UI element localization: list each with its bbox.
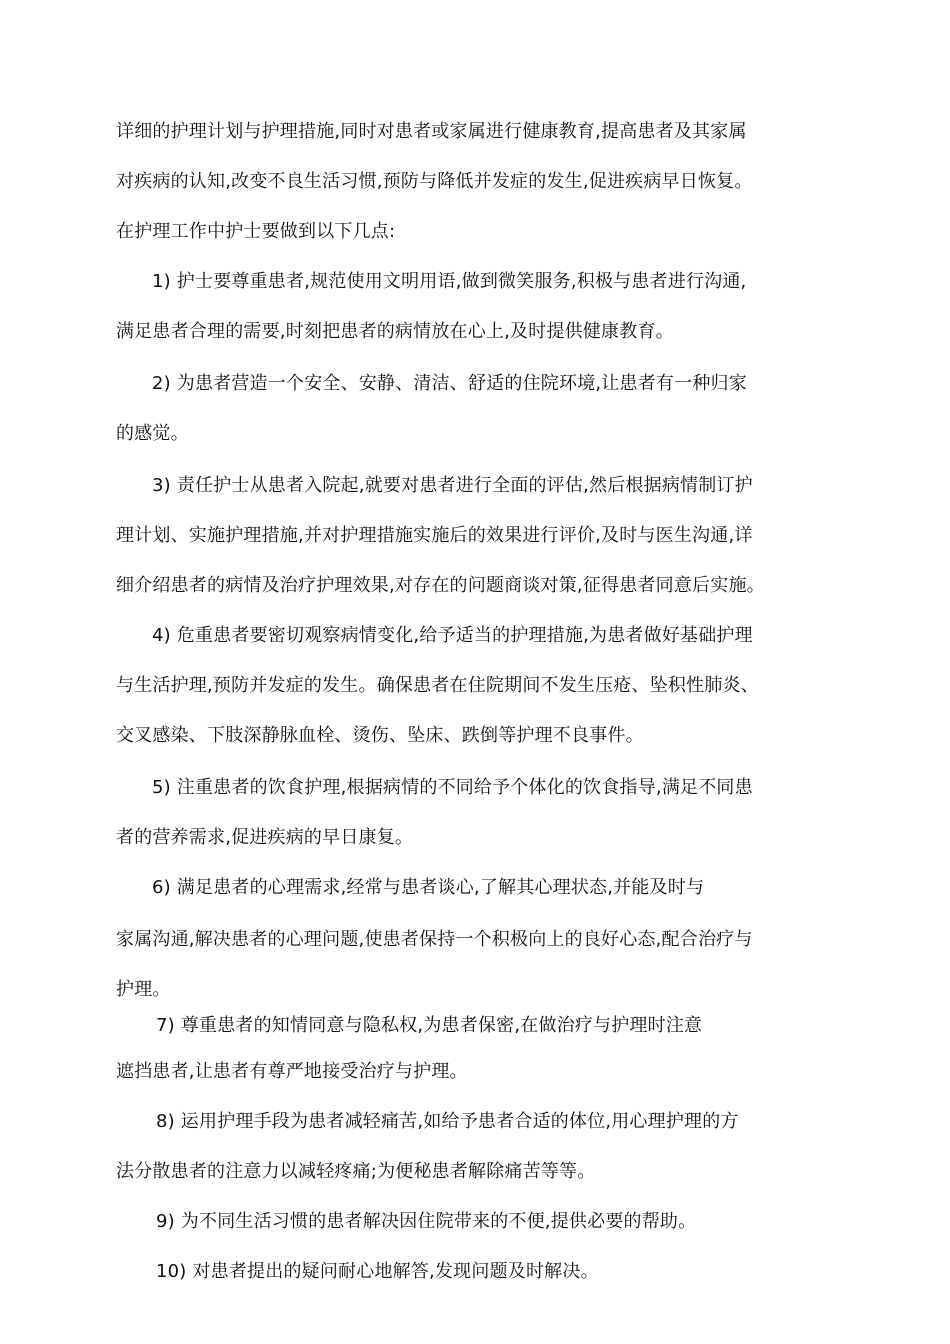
- list-item-line: 3) 责任护士从患者入院起,就要对患者进行全面的评估,然后根据病情制订护: [152, 475, 753, 496]
- list-item-line: 8) 运用护理手段为患者减轻痛苦,如给予患者合适的体位,用心理护理的方: [156, 1111, 739, 1132]
- list-item-line: 2) 为患者营造一个安全、安静、清洁、舒适的住院环境,让患者有一种归家: [152, 373, 747, 394]
- list-item-line: 理计划、实施护理措施,并对护理措施实施后的效果进行评价,及时与医生沟通,详: [116, 525, 753, 546]
- list-item-line: 交叉感染、下肢深静脉血栓、烫伤、坠床、跌倒等护理不良事件。: [116, 725, 644, 746]
- list-item-line: 家属沟通,解决患者的心理问题,使患者保持一个积极向上的良好心态,配合治疗与: [116, 929, 753, 950]
- list-item-line: 1) 护士要尊重患者,规范使用文明用语,做到微笑服务,积极与患者进行沟通,: [152, 271, 747, 292]
- list-item-line: 法分散患者的注意力以减轻疼痛;为便秘患者解除痛苦等等。: [116, 1161, 596, 1182]
- list-item-line: 遮挡患者,让患者有尊严地接受治疗与护理。: [116, 1061, 468, 1082]
- intro-line: 在护理工作中护士要做到以下几点:: [116, 221, 396, 242]
- list-item-line: 4) 危重患者要密切观察病情变化,给予适当的护理措施,为患者做好基础护理: [152, 625, 753, 646]
- list-item-line: 护理。: [116, 979, 171, 1000]
- list-item-line: 满足患者合理的需要,时刻把患者的病情放在心上,及时提供健康教育。: [116, 321, 674, 342]
- list-item-line: 与生活护理,预防并发症的发生。确保患者在住院期间不发生压疮、坠积性肺炎、: [116, 675, 759, 696]
- list-item-line: 7) 尊重患者的知情同意与隐私权,为患者保密,在做治疗与护理时注意: [156, 1015, 703, 1036]
- intro-line: 对疾病的认知,改变不良生活习惯,预防与降低并发症的发生,促进疾病早日恢复。: [116, 171, 753, 192]
- list-item-line: 9) 为不同生活习惯的患者解决因住院带来的不便,提供必要的帮助。: [156, 1211, 697, 1232]
- list-item-line: 5) 注重患者的饮食护理,根据病情的不同给予个体化的饮食指导,满足不同患: [152, 777, 753, 798]
- list-item-line: 的感觉。: [116, 423, 189, 444]
- list-item-line: 6) 满足患者的心理需求,经常与患者谈心,了解其心理状态,并能及时与: [152, 877, 705, 898]
- list-item-line: 者的营养需求,促进疾病的早日康复。: [116, 827, 414, 848]
- list-item-line: 细介绍患者的病情及治疗护理效果,对存在的问题商谈对策,征得患者同意后实施。: [116, 575, 765, 596]
- intro-line: 详细的护理计划与护理措施,同时对患者或家属进行健康教育,提高患者及其家属: [116, 121, 747, 142]
- list-item-line: 10) 对患者提出的疑问耐心地解答,发现问题及时解决。: [156, 1261, 599, 1282]
